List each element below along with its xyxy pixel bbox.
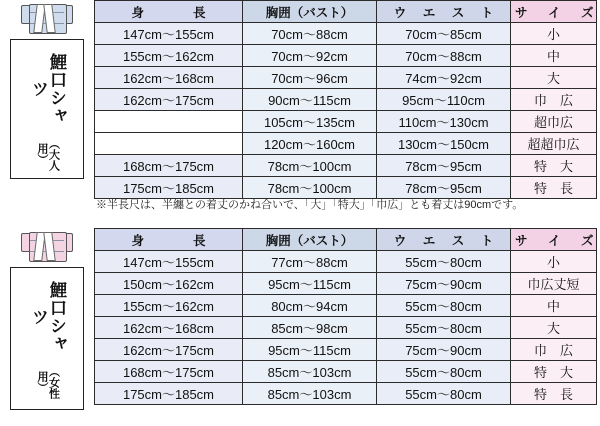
- cell-height: 162cm〜175cm: [95, 89, 243, 111]
- cell-bust: 80cm〜94cm: [243, 295, 377, 317]
- header-bust: 胸囲（バスト）: [243, 229, 377, 251]
- table-row: [95, 89, 597, 111]
- cell-bust: 120cm〜160cm: [243, 133, 377, 155]
- table-row: [95, 339, 597, 361]
- header-waist: ウ エ ス ト: [377, 229, 511, 251]
- table-row: [95, 133, 597, 155]
- cell-bust: 77cm〜88cm: [243, 251, 377, 273]
- cell-height: 147cm〜155cm: [95, 251, 243, 273]
- cell-height: 175cm〜185cm: [95, 383, 243, 405]
- cell-size: 巾 広: [511, 89, 597, 111]
- cell-waist: 55cm〜80cm: [377, 383, 511, 405]
- header-size: サ イ ズ: [511, 229, 597, 251]
- cell-waist: 74cm〜92cm: [377, 67, 511, 89]
- cell-waist: 75cm〜90cm: [377, 273, 511, 295]
- table-row: [95, 383, 597, 405]
- cell-size: 小: [511, 251, 597, 273]
- cell-height: 147cm〜155cm: [95, 23, 243, 45]
- table-row: [95, 295, 597, 317]
- header-waist: ウ エ ス ト: [377, 1, 511, 23]
- cell-bust: 70cm〜88cm: [243, 23, 377, 45]
- cell-height-empty: [95, 133, 243, 155]
- cell-size: 超超巾広: [511, 133, 597, 155]
- table-row: [95, 111, 597, 133]
- adult-footnote: ※半長尺は、半纏との着丈のかね合いで、「大」「特大」「巾広」とも着丈は90cmです。: [96, 199, 524, 211]
- cell-height: 155cm〜162cm: [95, 295, 243, 317]
- cell-bust: 85cm〜103cm: [243, 361, 377, 383]
- cell-height-empty: [95, 111, 243, 133]
- table-row: [95, 23, 597, 45]
- women-size-table: [94, 228, 597, 405]
- cell-waist: 55cm〜80cm: [377, 251, 511, 273]
- header-height: 身 長: [95, 1, 243, 23]
- cell-bust: 85cm〜103cm: [243, 383, 377, 405]
- cell-size: 巾 広: [511, 339, 597, 361]
- cell-size: 小: [511, 23, 597, 45]
- header-height: 身 長: [95, 229, 243, 251]
- header-bust: 胸囲（バスト）: [243, 1, 377, 23]
- cell-height: 168cm〜175cm: [95, 361, 243, 383]
- cell-bust: 95cm〜115cm: [243, 273, 377, 295]
- adult-size-table: [94, 0, 597, 199]
- cell-size: 大: [511, 317, 597, 339]
- women-vertical-label: [10, 267, 84, 410]
- header-size: サ イ ズ: [511, 1, 597, 23]
- cell-bust: 78cm〜100cm: [243, 177, 377, 199]
- cell-bust: 78cm〜100cm: [243, 155, 377, 177]
- women-label-column: [4, 228, 90, 410]
- table-row: [95, 273, 597, 295]
- women-label-sub: （女性用）: [36, 365, 60, 399]
- table-row: [95, 361, 597, 383]
- table-row: [95, 317, 597, 339]
- table-row: [95, 251, 597, 273]
- cell-size: 特 長: [511, 383, 597, 405]
- cell-waist: 55cm〜80cm: [377, 317, 511, 339]
- cell-waist: 75cm〜90cm: [377, 339, 511, 361]
- cell-waist: 78cm〜95cm: [377, 155, 511, 177]
- cell-bust: 105cm〜135cm: [243, 111, 377, 133]
- cell-waist: 70cm〜88cm: [377, 45, 511, 67]
- cell-height: 162cm〜168cm: [95, 67, 243, 89]
- women-label-main: 鯉口シャツ: [29, 281, 67, 353]
- table-header-row: [95, 229, 597, 251]
- cell-size: 超巾広: [511, 111, 597, 133]
- cell-waist: 95cm〜110cm: [377, 89, 511, 111]
- table-header-row: [95, 1, 597, 23]
- cell-bust: 85cm〜98cm: [243, 317, 377, 339]
- cell-size: 特 長: [511, 177, 597, 199]
- cell-waist: 55cm〜80cm: [377, 295, 511, 317]
- cell-size: 大: [511, 67, 597, 89]
- cell-height: 168cm〜175cm: [95, 155, 243, 177]
- table-row: [95, 67, 597, 89]
- cell-bust: 95cm〜115cm: [243, 339, 377, 361]
- table-row: [95, 45, 597, 67]
- adult-vertical-label: [10, 39, 84, 179]
- cell-waist: 110cm〜130cm: [377, 111, 511, 133]
- cell-waist: 78cm〜95cm: [377, 177, 511, 199]
- kimono-shirt-pink-icon: [15, 230, 79, 264]
- adult-label-sub: （大人用）: [36, 137, 60, 171]
- cell-height: 175cm〜185cm: [95, 177, 243, 199]
- cell-size: 巾広丈短: [511, 273, 597, 295]
- cell-size: 特 大: [511, 155, 597, 177]
- table-row: [95, 155, 597, 177]
- cell-bust: 70cm〜92cm: [243, 45, 377, 67]
- kimono-shirt-blue-icon: [15, 2, 79, 36]
- cell-size: 中: [511, 295, 597, 317]
- cell-height: 162cm〜175cm: [95, 339, 243, 361]
- adult-label-column: [4, 0, 90, 179]
- cell-height: 162cm〜168cm: [95, 317, 243, 339]
- cell-waist: 55cm〜80cm: [377, 361, 511, 383]
- cell-bust: 90cm〜115cm: [243, 89, 377, 111]
- cell-bust: 70cm〜96cm: [243, 67, 377, 89]
- cell-waist: 70cm〜85cm: [377, 23, 511, 45]
- cell-size: 特 大: [511, 361, 597, 383]
- adult-label-main: 鯉口シャツ: [29, 53, 67, 125]
- cell-size: 中: [511, 45, 597, 67]
- cell-height: 150cm〜162cm: [95, 273, 243, 295]
- cell-height: 155cm〜162cm: [95, 45, 243, 67]
- cell-waist: 130cm〜150cm: [377, 133, 511, 155]
